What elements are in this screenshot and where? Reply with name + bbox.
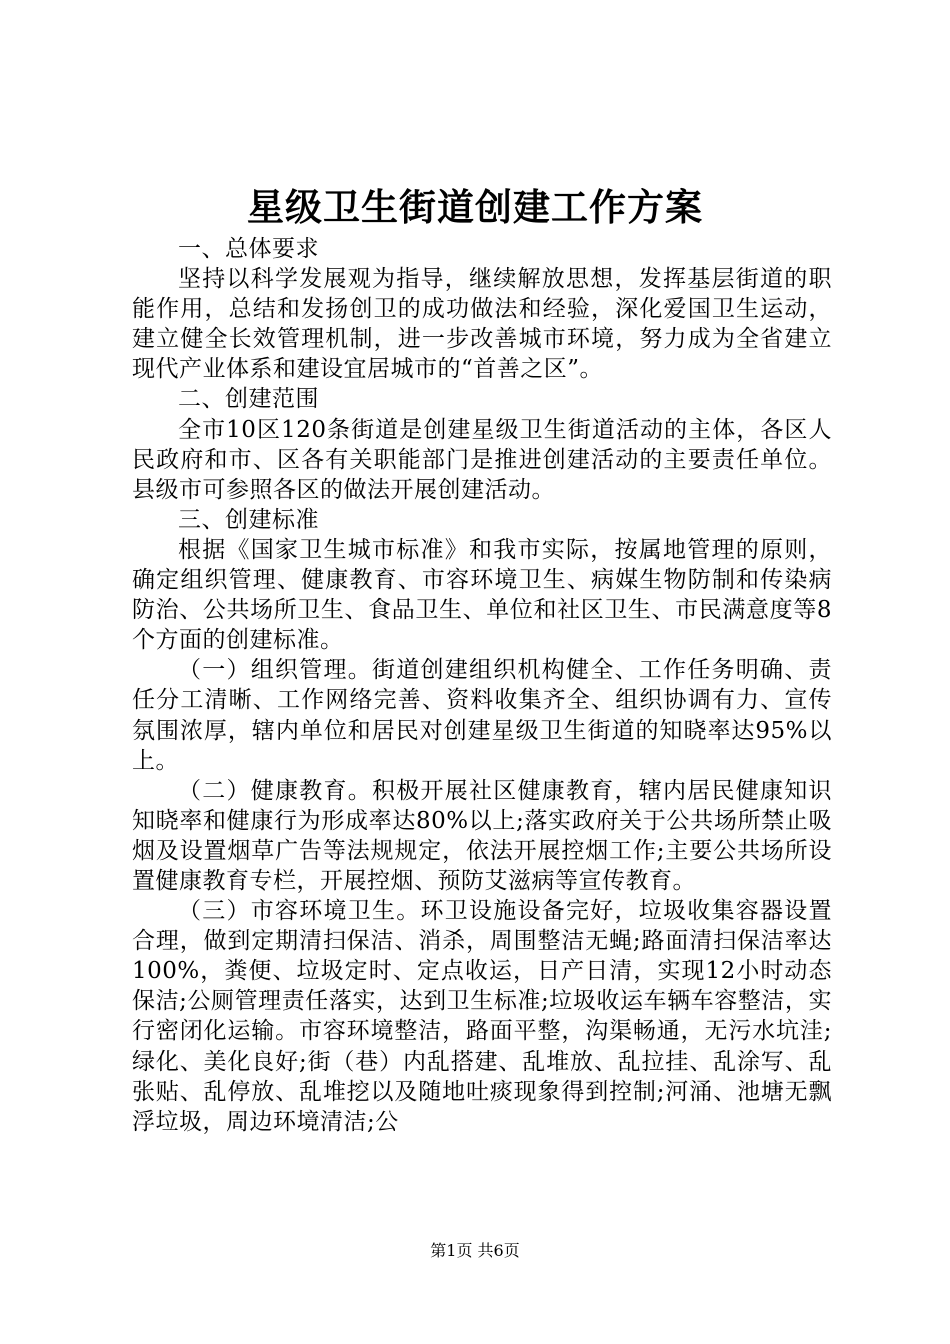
section-heading: 三、创建标准 — [178, 506, 319, 533]
document-title: 星级卫生街道创建工作方案 — [247, 185, 703, 229]
paragraph: （一）组织管理。街道创建组织机构健全、工作任务明确、责任分工清晰、工作网络完善、资料收集齐全、组织协调有力、宣传氛围浓厚，辖内单位和居民对创建星级卫生街道的知晓率达95%以上。 — [132, 657, 832, 774]
document-body — [132, 234, 832, 1137]
paragraph: 全市10区120条街道是创建星级卫生街道活动的主体，各区人民政府和市、区各有关职能部门是推进创建活动的主要责任单位。县级市可参照各区的做法开展创建活动。 — [132, 416, 832, 503]
section-heading: 一、总体要求 — [178, 236, 319, 262]
page-number-footer: 第1页 共6页 — [430, 1241, 520, 1260]
paragraph: 坚持以科学发展观为指导，继续解放思想，发挥基层街道的职能作用，总结和发扬创卫的成功做法和经验，深化爱国卫生运动，建立健全长效管理机制，进一步改善城市环境，努力成为全省建立现代产业体系和建设宜居城市的“首善之区”。 — [132, 266, 832, 383]
section-heading: 二、创建范围 — [178, 386, 319, 413]
paragraph: （三）市容环境卫生。环卫设施设备完好，垃圾收集容器设置合理，做到定期清扫保洁、消杀，周围整洁无蝇;路面清扫保洁率达100%，粪便、垃圾定时、定点收运，日产日清，实现12小时动态保洁;公厕管理责任落实，达到卫生标准;垃圾收运车辆车容整洁，实行密闭化运输。市容环境整洁，路面平整，沟渠畅通，无污水坑洼;绿化、美化良好;街（巷）内乱搭建、乱堆放、乱拉挂、乱涂写、乱张贴、乱停放、乱堆挖以及随地吐痰现象得到控制;河涌、池塘无飘浮垃圾，周边环境清洁;公 — [132, 898, 832, 1135]
paragraph: （二）健康教育。积极开展社区健康教育，辖内居民健康知识知晓率和健康行为形成率达80%以上;落实政府关于公共场所禁止吸烟及设置烟草广告等法规规定，依法开展控烟工作;主要公共场所设置健康教育专栏，开展控烟、预防艾滋病等宣传教育。 — [132, 777, 832, 894]
paragraph: 根据《国家卫生城市标准》和我市实际，按属地管理的原则，确定组织管理、健康教育、市容环境卫生、病媒生物防制和传染病防治、公共场所卫生、食品卫生、单位和社区卫生、市民满意度等8个方面的创建标准。 — [132, 536, 832, 654]
